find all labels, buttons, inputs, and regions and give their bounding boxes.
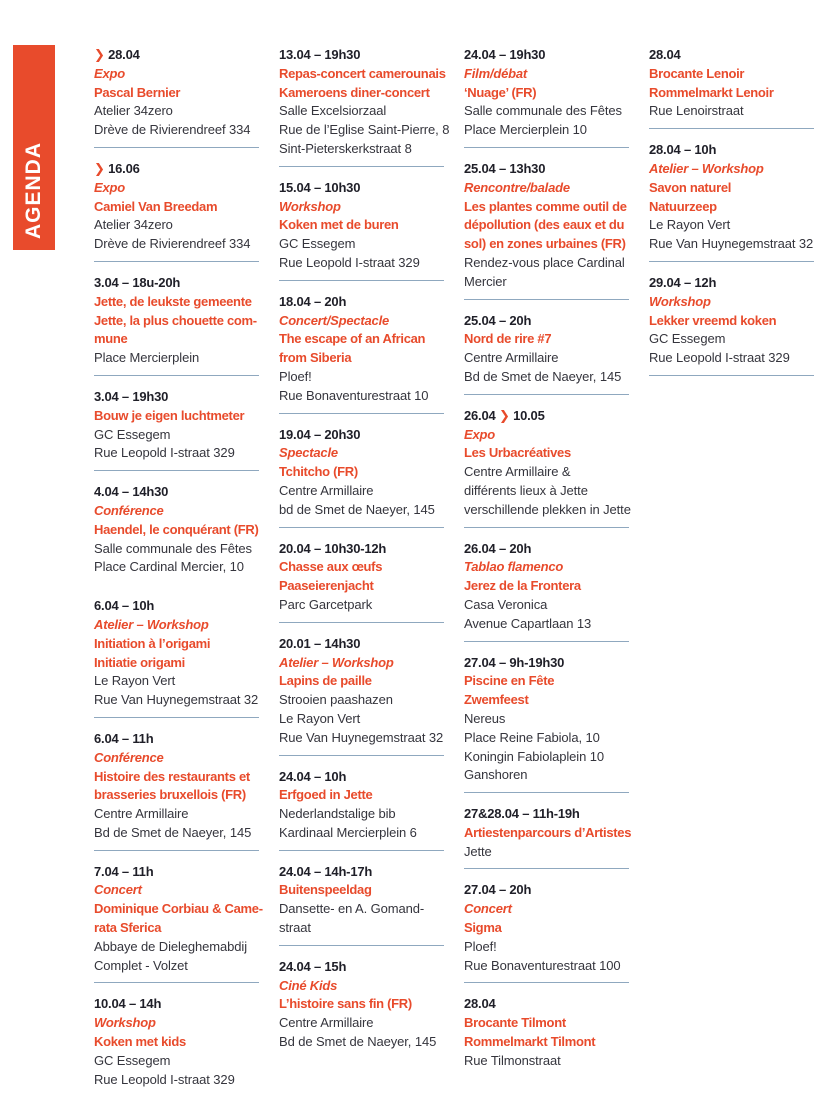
agenda-column-3	[464, 46, 632, 1096]
event-title-line: Erfgoed in Jette	[279, 787, 373, 803]
event-venue-line: Place Mercierplein	[94, 350, 200, 366]
event-venue-line: Rue Van Huynegemstraat 32	[649, 236, 814, 252]
event-title-line: Nord de rire #7	[464, 331, 552, 347]
event-date: 13.04 – 19h30	[279, 47, 361, 62]
entry-divider	[94, 850, 259, 851]
agenda-entry	[279, 293, 444, 406]
agenda-entry	[649, 274, 814, 368]
event-venue-line: Rue Van Huynegemstraat 32	[94, 692, 259, 708]
event-title-line: ‘Nuage’ (FR)	[464, 84, 537, 100]
event-date: 25.04 – 20h	[464, 312, 532, 328]
event-venue-line: Rue Bonaventurestraat 10	[279, 387, 429, 403]
event-category: Concert/Spectacle	[279, 312, 390, 328]
event-title-line: Histoire des restaurants et	[94, 768, 250, 784]
event-title-line: Les plantes comme outil de	[464, 198, 627, 214]
entry-divider	[464, 868, 629, 869]
event-title-line: Initiatie origami	[94, 654, 185, 670]
event-venue-line: GC Essegem	[94, 1052, 171, 1068]
event-category: Workshop	[649, 293, 711, 309]
event-venue-line: Place Mercierplein 10	[464, 122, 587, 138]
agenda-entry	[279, 46, 450, 159]
event-venue-line: Le Rayon Vert	[94, 673, 176, 689]
agenda-entry	[464, 540, 629, 634]
event-venue-line: Casa Veronica	[464, 596, 548, 612]
event-title-line: Lekker vreemd koken	[649, 312, 777, 328]
event-venue-line: Rendez-vous place Cardinal	[464, 254, 625, 270]
event-date: 27&28.04 – 11h-19h	[464, 806, 580, 822]
agenda-columns	[94, 46, 814, 1096]
agenda-entry	[94, 388, 259, 463]
agenda-entry	[94, 597, 259, 710]
agenda-entry	[94, 730, 259, 843]
event-title-line: Brocante Tilmont	[464, 1015, 566, 1031]
event-category: Concert	[94, 882, 142, 898]
event-venue-line: Rue Bonaventurestraat 100	[464, 957, 621, 973]
event-date: 3.04 – 18u-20h	[94, 274, 181, 290]
event-date: 28.04	[464, 996, 496, 1012]
entry-divider	[464, 982, 629, 983]
event-venue-line: Rue Leopold I-straat 329	[94, 1071, 235, 1087]
event-venue-line: Le Rayon Vert	[649, 217, 731, 233]
agenda-entry	[94, 274, 259, 368]
event-venue-line: Parc Garcetpark	[279, 596, 373, 612]
event-venue-line: Nereus	[464, 710, 506, 726]
event-title-line: Artiestenparcours d’Artistes	[464, 824, 632, 840]
agenda-entry	[279, 768, 444, 843]
agenda-entry	[279, 426, 444, 520]
entry-divider	[464, 641, 629, 642]
agenda-entry	[94, 995, 259, 1089]
event-date: 29.04 – 12h	[649, 274, 717, 290]
event-date: 18.04 – 20h	[279, 293, 347, 309]
event-venue-line: Salle communale des Fêtes	[94, 540, 252, 556]
event-venue-line: Dansette- en A. Gomand-	[279, 901, 425, 917]
event-date: 28.04 – 10h	[649, 142, 717, 158]
event-date: 20.01 – 14h30	[279, 635, 361, 651]
event-category: Spectacle	[279, 445, 338, 461]
entry-divider	[649, 261, 814, 262]
entry-divider	[94, 261, 259, 262]
event-venue-line: Atelier 34zero	[94, 217, 173, 233]
event-venue-line: Rue Van Huynegemstraat 32	[279, 729, 444, 745]
event-date: 20.04 – 10h30-12h	[279, 540, 387, 556]
event-venue-line: Bd de Smet de Naeyer, 145	[94, 824, 252, 840]
entry-divider	[464, 299, 629, 300]
agenda-entry	[464, 805, 632, 861]
event-category: Workshop	[94, 1015, 156, 1031]
event-venue-line: GC Essegem	[649, 331, 726, 347]
event-date: 6.04 – 10h	[94, 598, 155, 614]
event-venue-line: Rue Tilmonstraat	[464, 1052, 561, 1068]
event-venue-line: Atelier 34zero	[94, 103, 173, 119]
event-date: 24.04 – 15h	[279, 958, 347, 974]
event-date: 19.04 – 20h30	[279, 426, 361, 442]
entry-divider	[94, 470, 259, 471]
agenda-entry	[464, 881, 629, 975]
event-title-line: rata Sferica	[94, 920, 162, 936]
event-title-line: Les Urbacréatives	[464, 445, 571, 461]
event-date: 27.04 – 9h-19h30	[464, 654, 565, 670]
event-title-line: Tchitcho (FR)	[279, 464, 358, 480]
event-title-line: sol) en zones urbaines (FR)	[464, 236, 626, 252]
event-title-line: Koken met de buren	[279, 217, 399, 233]
event-venue-line: Ganshoren	[464, 767, 528, 783]
event-category: Rencontre/balade	[464, 179, 570, 195]
event-venue-line: straat	[279, 920, 311, 936]
event-title-line: Kameroens diner-concert	[279, 84, 430, 100]
event-title-line: Buitenspeeldag	[279, 882, 372, 898]
entry-divider	[94, 982, 259, 983]
event-date: 28.04	[649, 47, 681, 62]
event-category: Atelier – Workshop	[279, 654, 394, 670]
event-category: Concert	[464, 901, 512, 917]
agenda-entry	[279, 540, 444, 615]
event-venue-line: Strooien paashazen	[279, 692, 393, 708]
event-venue-line: Koningin Fabiolaplein 10	[464, 748, 604, 764]
chevron-right-icon: ❯	[94, 47, 105, 62]
event-category: Expo	[464, 426, 495, 442]
event-date: 24.04 – 19h30	[464, 47, 546, 62]
event-category: Conférence	[94, 502, 164, 518]
event-venue-line: Le Rayon Vert	[279, 710, 361, 726]
event-venue-line: verschillende plekken in Jette	[464, 501, 631, 517]
agenda-entry	[279, 863, 444, 938]
event-category: Atelier – Workshop	[94, 616, 209, 632]
event-title-line: Rommelmarkt Tilmont	[464, 1034, 596, 1050]
event-venue-line: Rue Leopold I-straat 329	[94, 445, 235, 461]
event-venue-line: différents lieux à Jette	[464, 482, 588, 498]
event-venue-line: Jette	[464, 843, 492, 859]
event-date: 26.04 ❯ 10.05	[464, 407, 545, 423]
event-title-line: Rommelmarkt Lenoir	[649, 84, 774, 100]
event-venue-line: Centre Armillaire &	[464, 464, 571, 480]
agenda-entry	[279, 635, 444, 748]
event-venue-line: Rue Lenoirstraat	[649, 103, 744, 119]
agenda-entry	[464, 654, 629, 786]
event-date: 26.04 – 20h	[464, 540, 532, 556]
agenda-banner-label: AGENDA	[22, 141, 45, 239]
event-venue-line: Drève de Rivierendreef 334	[94, 122, 251, 138]
event-date: 6.04 – 11h	[94, 730, 154, 746]
event-category: Ciné Kids	[279, 977, 338, 993]
agenda-entry	[464, 407, 629, 520]
event-date: 24.04 – 14h-17h	[279, 863, 373, 879]
event-title-line: Haendel, le conquérant (FR)	[94, 521, 259, 537]
event-title-line: Natuurzeep	[649, 198, 717, 214]
event-date: 25.04 – 13h30	[464, 160, 546, 176]
event-venue-line: bd de Smet de Naeyer, 145	[279, 501, 435, 517]
event-title-line: Pascal Bernier	[94, 84, 181, 100]
event-title-line: The escape of an African	[279, 331, 426, 347]
event-title-line: Jette, de leukste gemeente	[94, 293, 252, 309]
event-title-line: Paaseierenjacht	[279, 578, 374, 594]
event-venue-line: Abbaye de Dieleghemabdij	[94, 938, 247, 954]
event-category: Expo	[94, 179, 125, 195]
event-title-line: Savon naturel	[649, 179, 732, 195]
event-venue-line: GC Essegem	[94, 426, 171, 442]
event-title-line: Bouw je eigen luchtmeter	[94, 407, 245, 423]
event-date: 10.04 – 14h	[94, 996, 162, 1012]
event-venue-line: Place Cardinal Mercier, 10	[94, 559, 244, 575]
event-date: ❯ 16.06	[94, 160, 140, 176]
event-date: 24.04 – 10h	[279, 768, 347, 784]
event-title-line: Dominique Corbiau & Came-	[94, 901, 263, 917]
event-date: ❯ 28.04	[94, 47, 140, 62]
agenda-banner	[13, 45, 55, 250]
event-date: 7.04 – 11h	[94, 863, 154, 879]
entry-divider	[279, 166, 444, 167]
entry-divider	[649, 375, 814, 376]
agenda-entry	[464, 46, 629, 140]
event-title-line: Jerez de la Frontera	[464, 578, 581, 594]
event-venue-line: Rue Leopold I-straat 329	[279, 254, 420, 270]
entry-divider	[649, 128, 814, 129]
event-title-line: Zwemfeest	[464, 692, 529, 708]
entry-divider	[464, 527, 629, 528]
event-venue-line: Bd de Smet de Naeyer, 145	[464, 368, 622, 384]
agenda-entry	[94, 46, 259, 140]
event-venue-line: Drève de Rivierendreef 334	[94, 236, 251, 252]
entry-divider	[279, 413, 444, 414]
entry-divider	[94, 147, 259, 148]
event-venue-line: Salle Excelsiorzaal	[279, 103, 387, 119]
agenda-column-4	[649, 46, 814, 1096]
event-category: Film/débat	[464, 65, 528, 81]
event-venue-line: Mercier	[464, 273, 507, 289]
event-title-line: Sigma	[464, 920, 502, 936]
event-date: 15.04 – 10h30	[279, 179, 361, 195]
event-title-line: Camiel Van Breedam	[94, 198, 218, 214]
event-title-line: Jette, la plus chouette com-	[94, 312, 257, 328]
agenda-entry	[94, 863, 263, 976]
event-title-line: from Siberia	[279, 350, 352, 366]
event-title-line: mune	[94, 331, 128, 347]
event-category: Atelier – Workshop	[649, 160, 764, 176]
event-title-line: Brocante Lenoir	[649, 65, 745, 81]
entry-divider	[279, 280, 444, 281]
event-venue-line: Nederlandstalige bib	[279, 806, 396, 822]
entry-divider	[464, 394, 629, 395]
entry-divider	[464, 147, 629, 148]
entry-divider	[279, 945, 444, 946]
event-date: 4.04 – 14h30	[94, 484, 169, 500]
entry-divider	[94, 375, 259, 376]
entry-divider	[279, 755, 444, 756]
entry-divider	[279, 622, 444, 623]
event-venue-line: GC Essegem	[279, 236, 356, 252]
chevron-right-icon: ❯	[94, 160, 105, 176]
event-venue-line: Centre Armillaire	[94, 806, 189, 822]
event-category: Conférence	[94, 749, 164, 765]
event-title-line: brasseries bruxellois (FR)	[94, 787, 246, 803]
event-venue-line: Rue de l’Eglise Saint-Pierre, 8	[279, 122, 450, 138]
agenda-entry	[279, 179, 444, 273]
entry-spacer	[94, 584, 259, 585]
agenda-column-2	[279, 46, 450, 1096]
event-date: 27.04 – 20h	[464, 882, 532, 898]
event-venue-line: Complet - Volzet	[94, 957, 188, 973]
agenda-entry	[464, 995, 629, 1070]
event-title-line: dépollution (des eaux et du	[464, 217, 625, 233]
event-venue-line: Kardinaal Mercierplein 6	[279, 824, 417, 840]
event-title-line: Initiation à l’origami	[94, 635, 211, 651]
agenda-entry	[464, 312, 629, 387]
chevron-right-icon: ❯	[498, 407, 510, 423]
agenda-entry	[94, 160, 259, 254]
event-venue-line: Salle communale des Fêtes	[464, 103, 622, 119]
agenda-entry	[94, 483, 259, 577]
event-title-line: L’histoire sans fin (FR)	[279, 996, 412, 1012]
event-venue-line: Centre Armillaire	[464, 350, 559, 366]
event-venue-line: Ploef!	[279, 368, 312, 384]
agenda-entry	[649, 46, 814, 121]
agenda-column-1	[94, 46, 263, 1096]
event-title-line: Lapins de paille	[279, 673, 372, 689]
agenda-entry	[279, 958, 444, 1052]
event-venue-line: Place Reine Fabiola, 10	[464, 729, 600, 745]
event-venue-line: Bd de Smet de Naeyer, 145	[279, 1034, 437, 1050]
agenda-entry	[649, 141, 814, 254]
event-venue-line: Avenue Capartlaan 13	[464, 615, 592, 631]
entry-divider	[94, 717, 259, 718]
event-date: 3.04 – 19h30	[94, 388, 169, 404]
event-category: Workshop	[279, 198, 341, 214]
event-venue-line: Centre Armillaire	[279, 1015, 374, 1031]
event-venue-line: Sint-Pieterskerkstraat 8	[279, 140, 412, 156]
event-title-line: Piscine en Fête	[464, 673, 555, 689]
entry-divider	[464, 792, 629, 793]
event-venue-line: Ploef!	[464, 938, 497, 954]
entry-divider	[279, 527, 444, 528]
event-title-line: Repas-concert camerounais	[279, 65, 446, 81]
event-title-line: Koken met kids	[94, 1034, 186, 1050]
event-title-line: Chasse aux œufs	[279, 559, 383, 575]
event-venue-line: Rue Leopold I-straat 329	[649, 350, 790, 366]
event-venue-line: Centre Armillaire	[279, 482, 374, 498]
agenda-entry	[464, 160, 629, 292]
event-category: Expo	[94, 65, 125, 81]
entry-divider	[279, 850, 444, 851]
event-category: Tablao flamenco	[464, 559, 564, 575]
